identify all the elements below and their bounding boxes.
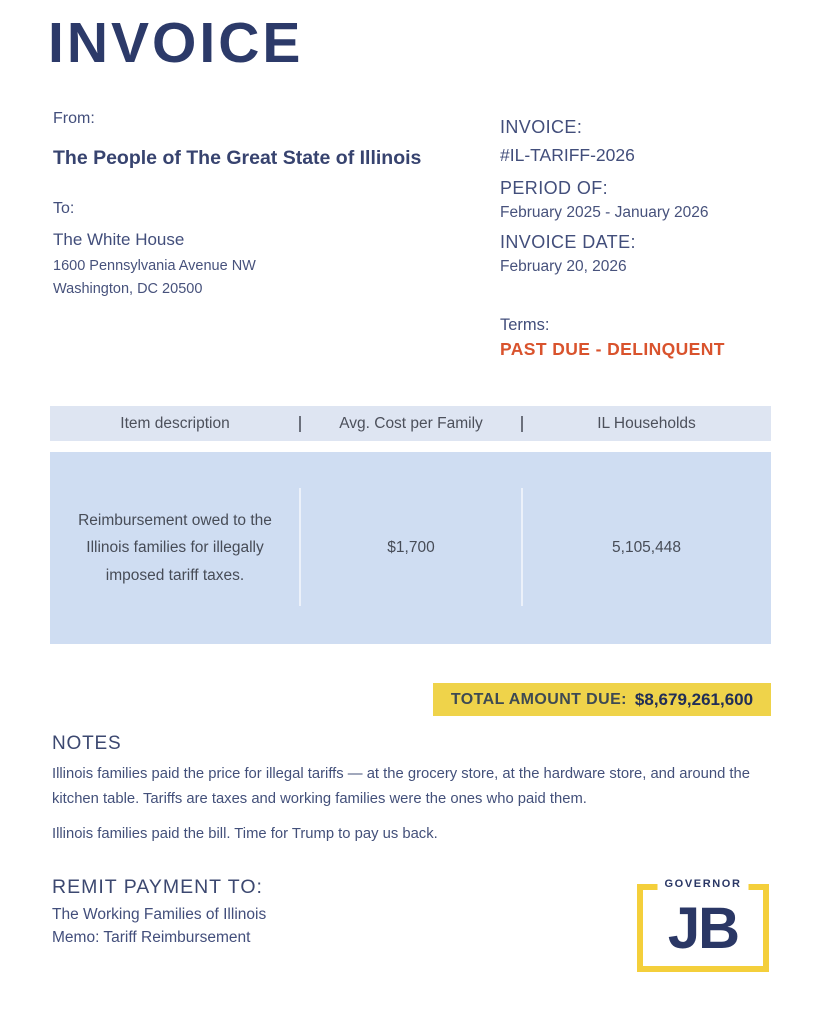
jb-initials: JB: [667, 896, 739, 961]
item-description-cell: Reimbursement owed to the Illinois families for illegally imposed tariff taxes.: [78, 512, 272, 584]
column-header-item-description: Item description: [120, 414, 230, 432]
header-column-divider: [299, 416, 301, 432]
invoice-date-label: INVOICE DATE:: [500, 232, 636, 252]
table-row: [50, 452, 771, 644]
il-households-cell: 5,105,448: [612, 539, 681, 556]
to-name: The White House: [53, 230, 185, 249]
invoice-number-label: INVOICE:: [500, 117, 583, 137]
column-header-il-households: IL Households: [597, 414, 696, 432]
remit-memo: Memo: Tariff Reimbursement: [52, 929, 251, 946]
notes-paragraph-2: Illinois families paid the bill. Time for Trump to pay us back.: [52, 826, 438, 842]
invoice-date-value: February 20, 2026: [500, 258, 627, 275]
items-table-header: [50, 406, 771, 441]
notes-paragraph-1: Illinois families paid the price for illegal tariffs — at the grocery store, at the hardware store, and around the kitchen table. Tariffs are taxes and working families were the ones who paid them.: [52, 766, 751, 808]
header-column-divider: [521, 416, 523, 432]
invoice-number-value: #IL-TARIFF-2026: [500, 145, 635, 165]
body-column-divider: [521, 488, 523, 606]
total-amount-due-value: $8,679,261,600: [634, 689, 754, 709]
notes-heading: NOTES: [52, 733, 122, 754]
governor-logo-label: GOVERNOR: [658, 877, 749, 891]
to-label: To:: [53, 200, 75, 217]
page-title: INVOICE: [48, 11, 304, 75]
terms-label: Terms:: [500, 316, 550, 334]
to-address-line2: Washington, DC 20500: [53, 281, 203, 297]
period-label: PERIOD OF:: [500, 178, 609, 198]
body-column-divider: [299, 488, 301, 606]
column-header-avg-cost: Avg. Cost per Family: [339, 414, 483, 432]
total-amount-due-banner: [433, 683, 771, 716]
total-amount-due-label: TOTAL AMOUNT DUE:: [450, 690, 627, 708]
governor-jb-logo: [637, 878, 769, 972]
from-label: From:: [53, 110, 95, 127]
from-name: The People of The Great State of Illinois: [53, 147, 422, 169]
to-address-line1: 1600 Pennsylvania Avenue NW: [53, 258, 256, 274]
remit-payee: The Working Families of Illinois: [52, 906, 267, 923]
terms-status-badge: PAST DUE - DELINQUENT: [500, 339, 725, 359]
remit-payment-heading: REMIT PAYMENT TO:: [52, 876, 263, 898]
period-value: February 2025 - January 2026: [500, 204, 709, 221]
avg-cost-cell: $1,700: [387, 539, 435, 556]
